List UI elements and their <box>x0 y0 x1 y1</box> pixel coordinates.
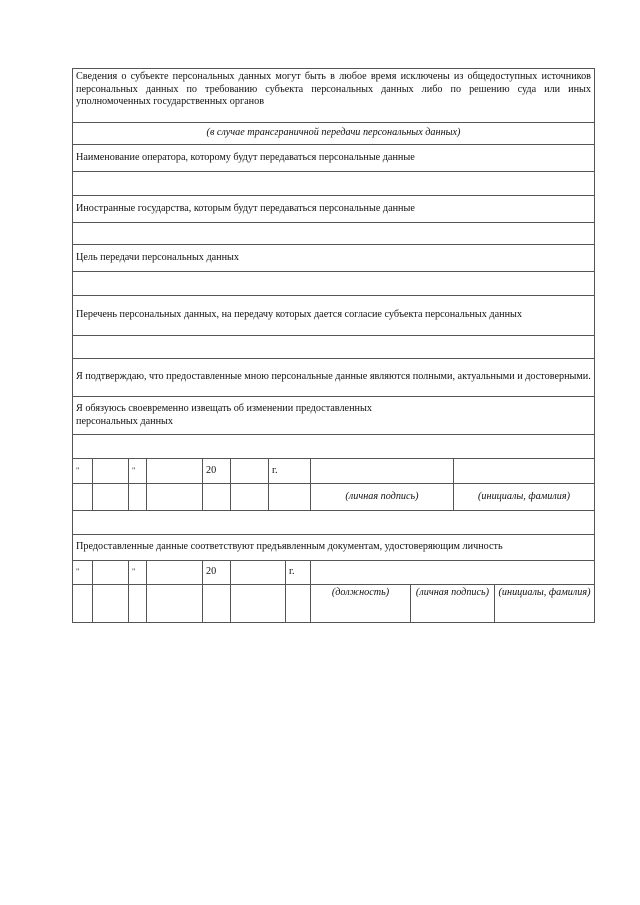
verification-table <box>72 510 595 561</box>
row-purpose-input <box>73 272 595 296</box>
date-year-suffix: г. <box>269 459 311 484</box>
blank-cell <box>129 585 147 623</box>
blank-cell <box>147 484 203 511</box>
blank-cell <box>286 585 311 623</box>
verified-text: Предоставленные данные соответствуют предъявленным документам, удостоверяющим личность <box>73 535 595 561</box>
date-day-field[interactable] <box>93 561 129 585</box>
date-month-field[interactable] <box>147 561 203 585</box>
blank-cell <box>93 585 129 623</box>
subject-signature-field[interactable] <box>311 459 454 484</box>
date-quote-close: " <box>129 561 147 585</box>
blank-cell <box>73 511 595 535</box>
row-countries-label <box>73 196 595 223</box>
row-purpose-label <box>73 245 595 272</box>
date-quote-open: " <box>73 459 93 484</box>
oblige-text <box>73 397 595 435</box>
countries-label: Иностранные государства, которым будут передаваться персональные данные <box>73 196 595 223</box>
countries-field[interactable] <box>73 223 595 245</box>
subject-signature-caption: (личная подпись) <box>311 484 454 511</box>
row-list-input <box>73 336 595 359</box>
subject-date-row <box>73 459 595 484</box>
blank-cell <box>73 484 93 511</box>
operator-name-field[interactable] <box>73 172 595 196</box>
purpose-label: Цель передачи персональных данных <box>73 245 595 272</box>
blank-cell <box>203 585 231 623</box>
operator-label: Наименование оператора, которому будут передаваться персональные данные <box>73 145 595 172</box>
official-initials-caption: (инициалы, фамилия) <box>495 585 595 623</box>
official-signature-table <box>72 560 595 623</box>
confirm-text: Я подтверждаю, что предоставленные мною персональные данные являются полными, актуальными и достоверными. <box>73 359 595 397</box>
blank-cell <box>269 484 311 511</box>
row-oblige <box>73 397 595 435</box>
date-quote-close: " <box>129 459 147 484</box>
consent-table-top <box>72 68 595 459</box>
date-year-field[interactable] <box>231 561 286 585</box>
row-countries-input <box>73 223 595 245</box>
info-exclusion-text: Сведения о субъекте персональных данных могут быть в любое время исключены из общедоступных источников персональных данных по требованию субъекта персональных данных либо по решению суда или иных уполномоченных государственных органов <box>73 69 595 123</box>
purpose-field[interactable] <box>73 272 595 296</box>
subject-caption-row <box>73 484 595 511</box>
row-crossborder-note <box>73 123 595 145</box>
blank-cell <box>129 484 147 511</box>
date-quote-open: " <box>73 561 93 585</box>
date-year-prefix: 20 <box>203 561 231 585</box>
official-position-caption: (должность) <box>311 585 411 623</box>
crossborder-note: (в случае трансграничной передачи персональных данных) <box>73 123 595 145</box>
blank-cell <box>73 435 595 459</box>
date-year-field[interactable] <box>231 459 269 484</box>
data-list-field[interactable] <box>73 336 595 359</box>
data-list-label: Перечень персональных данных, на передачу которых дается согласие субъекта персональных данных <box>73 296 595 336</box>
row-info-exclusion <box>73 69 595 123</box>
row-blank-2 <box>73 511 595 535</box>
official-signature-caption: (личная подпись) <box>411 585 495 623</box>
subject-signature-table <box>72 458 595 511</box>
consent-form-continuation <box>72 68 594 623</box>
row-blank-1 <box>73 435 595 459</box>
date-day-field[interactable] <box>93 459 129 484</box>
date-year-suffix: г. <box>286 561 311 585</box>
subject-initials-caption: (инициалы, фамилия) <box>454 484 595 511</box>
row-list-label <box>73 296 595 336</box>
blank-cell <box>231 585 286 623</box>
blank-cell <box>147 585 203 623</box>
date-month-field[interactable] <box>147 459 203 484</box>
blank-cell <box>203 484 231 511</box>
row-verified <box>73 535 595 561</box>
blank-cell <box>231 484 269 511</box>
oblige-line-1: Я обязуюсь своевременно извещать об изменении предоставленных <box>76 402 372 414</box>
subject-initials-field[interactable] <box>454 459 595 484</box>
official-signature-field[interactable] <box>311 561 595 585</box>
blank-cell <box>93 484 129 511</box>
date-year-prefix: 20 <box>203 459 231 484</box>
oblige-line-2: персональных данных <box>76 415 173 427</box>
row-confirm <box>73 359 595 397</box>
row-operator-label <box>73 145 595 172</box>
row-operator-input <box>73 172 595 196</box>
official-caption-row <box>73 585 595 623</box>
official-date-row <box>73 561 595 585</box>
blank-cell <box>73 585 93 623</box>
